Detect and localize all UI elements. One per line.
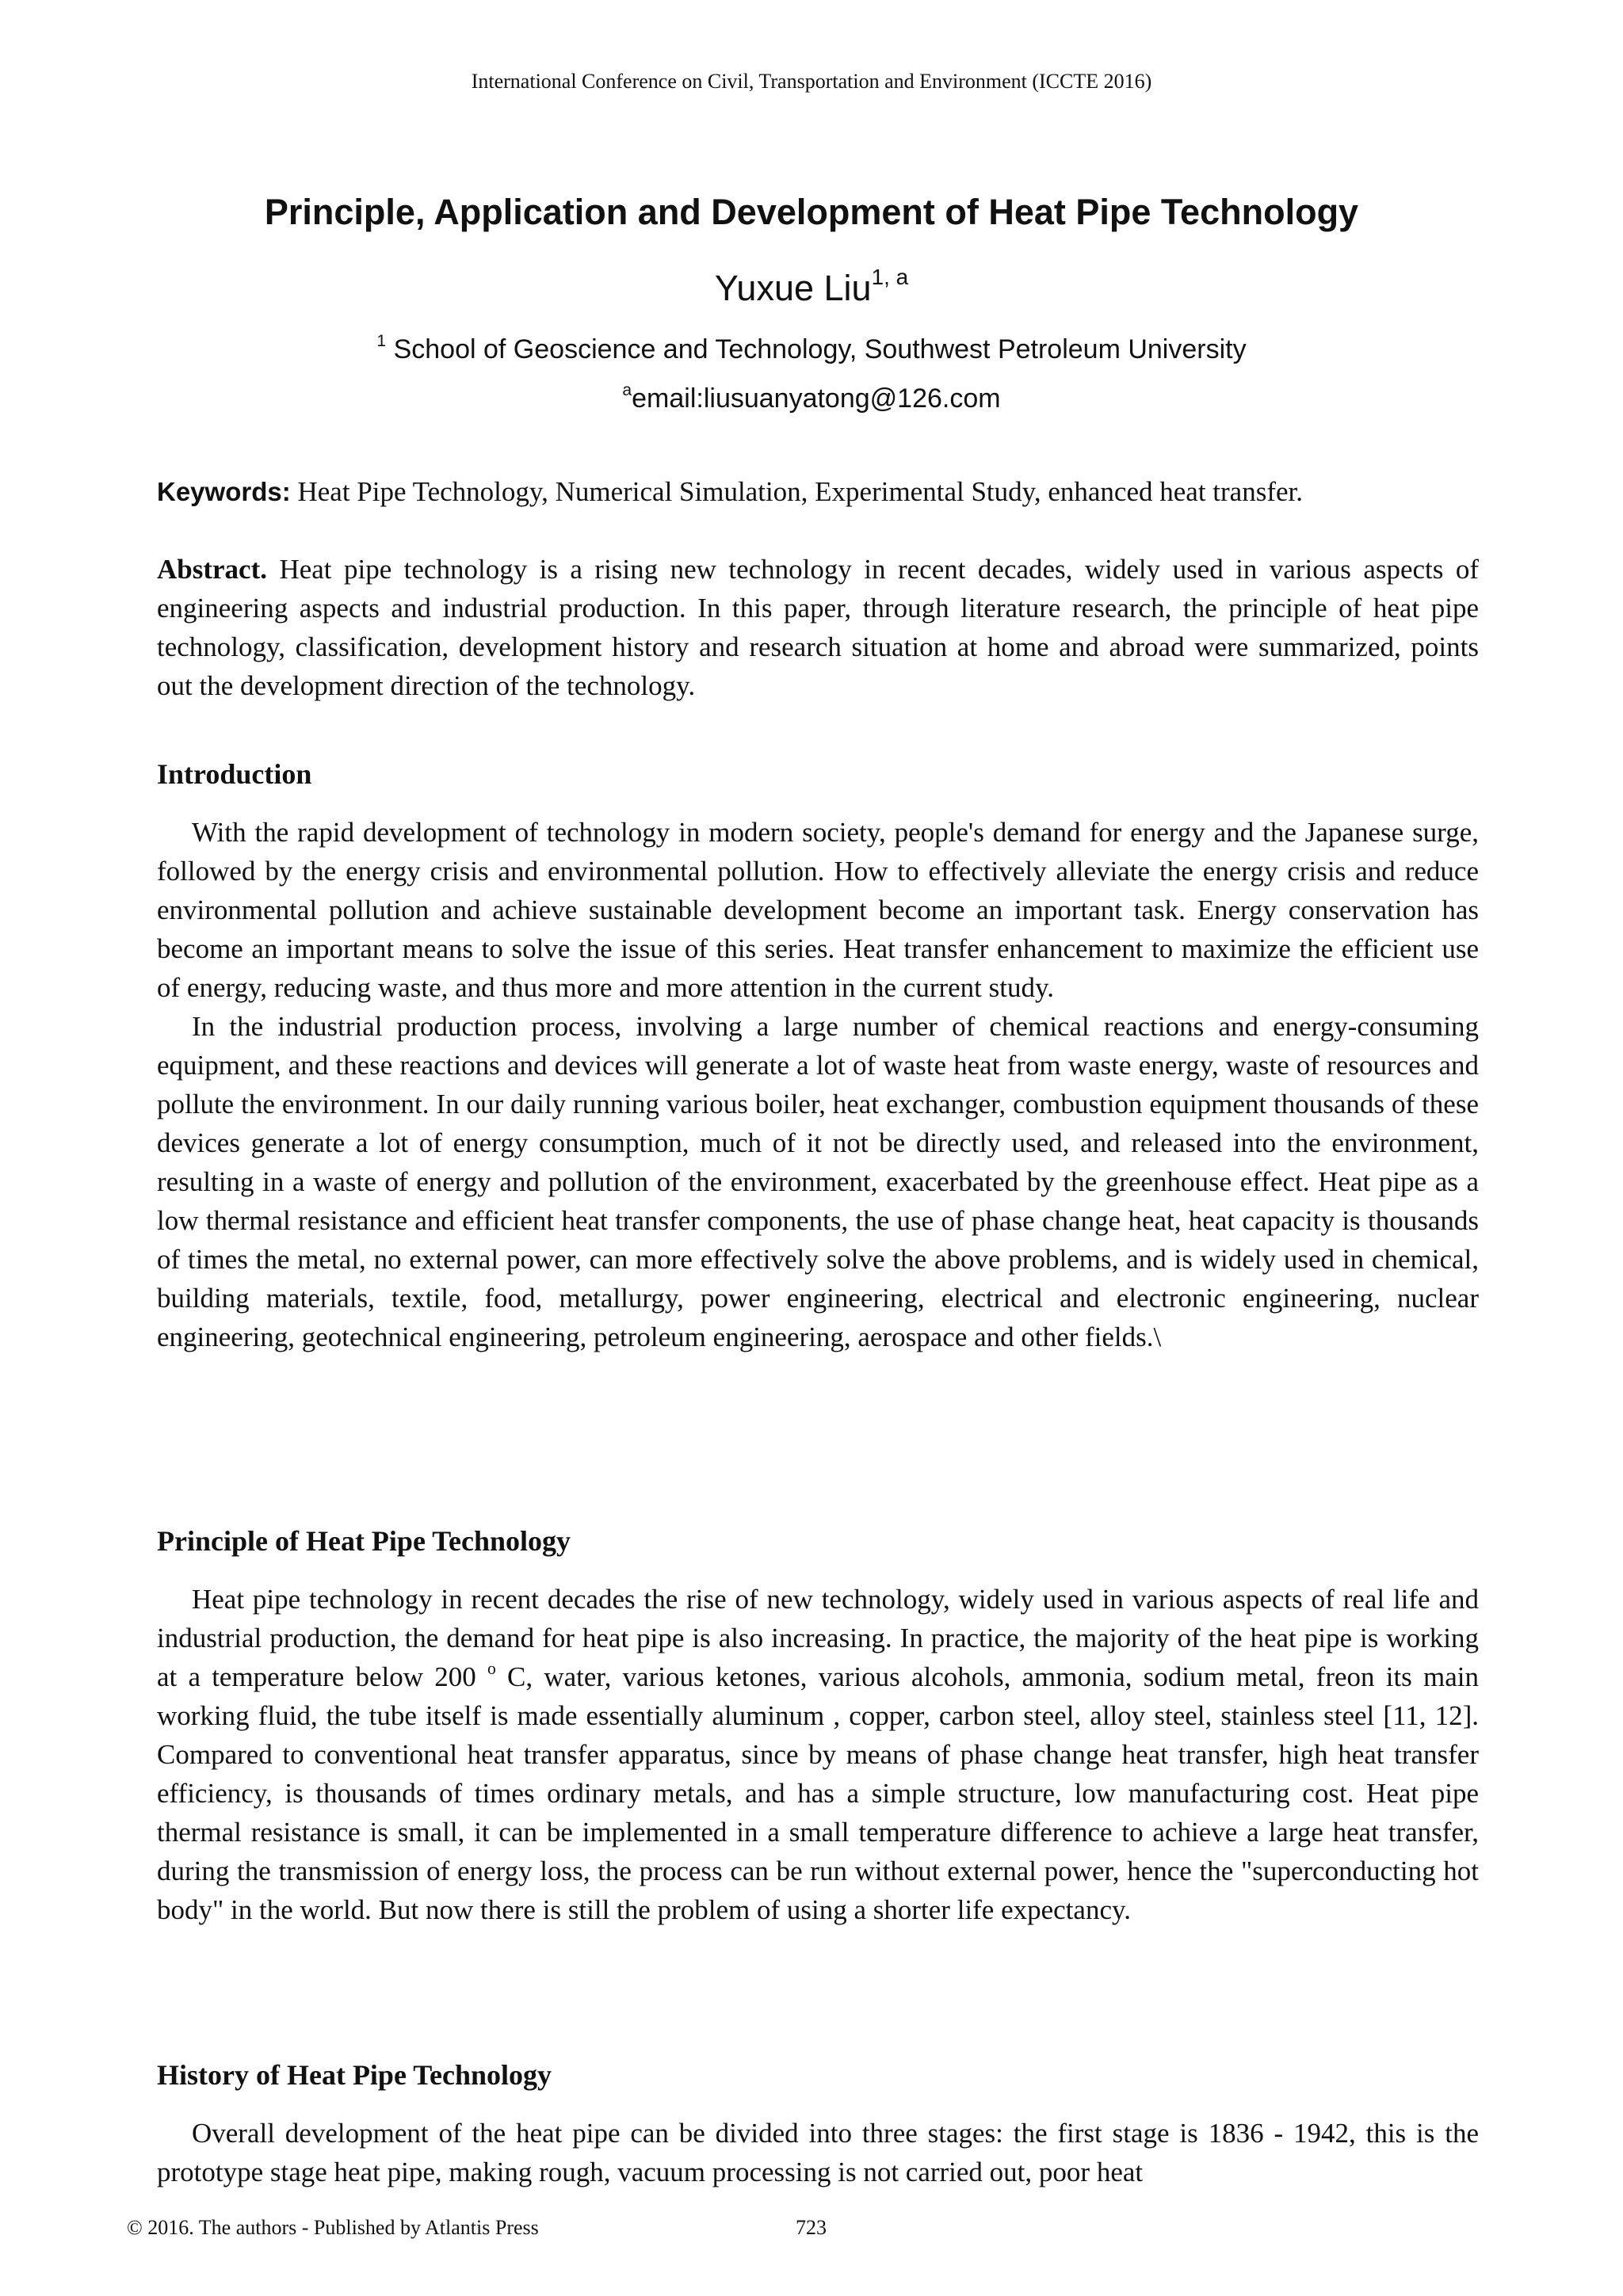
affiliation [0, 334, 1623, 365]
abstract-label: Abstract. [157, 554, 267, 585]
author-line [0, 265, 1623, 309]
keywords [157, 472, 1479, 511]
keywords-text: Heat Pipe Technology, Numerical Simulation, Experimental Study, enhanced heat transfer. [297, 476, 1303, 507]
email-text: email:liusuanyatong@126.com [632, 383, 1001, 414]
author-marks: 1, a [871, 265, 909, 290]
paragraph: With the rapid development of technology in modern society, people's demand for energy and the Japanese surge, followed by the energy crisis and environmental pollution. How to effectively alleviate the energy crisis and reduce environmental pollution and achieve sustainable development become an important task. Energy conservation has become an important means to solve the issue of this series. Heat transfer enhancement to maximize the efficient use of energy, reducing waste, and thus more and more attention in the current study. [157, 817, 1479, 1003]
section-heading-history: History of Heat Pipe Technology [157, 2059, 552, 2091]
introduction-body [157, 813, 1479, 1356]
keywords-label: Keywords: [157, 477, 291, 506]
email-mark: a [622, 381, 632, 400]
author-email [0, 383, 1623, 414]
author-name: Yuxue Liu [714, 268, 872, 308]
paper-title: Principle, Application and Development of Heat Pipe Technology [264, 192, 1359, 232]
principle-body [157, 1580, 1479, 1929]
abstract [157, 550, 1479, 705]
page-number: 723 [796, 2216, 827, 2239]
paragraph-text: Heat pipe technology in recent decades the rise of new technology, widely used in various aspects of real life and industrial production, the demand for heat pipe is also increasing. In practice, the majority of the heat pipe is working at a temperature below 200 [157, 1584, 1479, 1692]
history-body [157, 2114, 1479, 2191]
affiliation-mark: 1 [376, 332, 387, 351]
section-heading-introduction: Introduction [157, 758, 312, 790]
paragraph: Overall development of the heat pipe can be divided into three stages: the first stage is 1836 - 1942, this is the prototype stage heat pipe, making rough, vacuum processing is not carried out, poor heat [157, 2118, 1479, 2187]
paragraph-text: C, water, various ketones, various alcohols, ammonia, sodium metal, freon its main working fluid, the tube itself is made essentially aluminum , copper, carbon steel, alloy steel, stainless steel [11, 12]. Compared to conventional heat transfer apparatus, since by means of phase change heat transfer, high heat transfer efficiency, is thousands of times ordinary metals, and has a simple structure, low manufacturing cost. Heat pipe thermal resistance is small, it can be implemented in a small temperature difference to achieve a large heat transfer, during the transmission of energy loss, the process can be run without external power, hence the "superconducting hot body" in the world. But now there is still the problem of using a shorter life expectancy. [157, 1661, 1479, 1925]
abstract-text: Heat pipe technology is a rising new technology in recent decades, widely used in various aspects of engineering aspects and industrial production. In this paper, through literature research, the principle of heat pipe technology, classification, development history and research situation at home and abroad were summarized, points out the development direction of the technology. [157, 554, 1479, 701]
section-heading-principle: Principle of Heat Pipe Technology [157, 1525, 571, 1557]
paragraph: In the industrial production process, involving a large number of chemical reactions and energy-consuming equipment, and these reactions and devices will generate a lot of waste heat from waste energy, waste of resources and pollute the environment. In our daily running various boiler, heat exchanger, combustion equipment thousands of these devices generate a lot of energy consumption, much of it not be directly used, and released into the environment, resulting in a waste of energy and pollution of the environment, exacerbated by the greenhouse effect. Heat pipe as a low thermal resistance and efficient heat transfer components, the use of phase change heat, heat capacity is thousands of times the metal, no external power, can more effectively solve the above problems, and is widely used in chemical, building materials, textile, food, metallurgy, power engineering, electrical and electronic engineering, nuclear engineering, geotechnical engineering, petroleum engineering, aerospace and other fields.\ [157, 1011, 1479, 1352]
affiliation-text: School of Geoscience and Technology, Southwest Petroleum University [393, 334, 1247, 364]
paragraph [157, 1580, 1479, 1929]
running-header: International Conference on Civil, Transportation and Environment (ICCTE 2016) [471, 70, 1152, 93]
degree-mark: o [487, 1658, 496, 1678]
footer-copyright: © 2016. The authors - Published by Atlantis Press [127, 2216, 539, 2239]
